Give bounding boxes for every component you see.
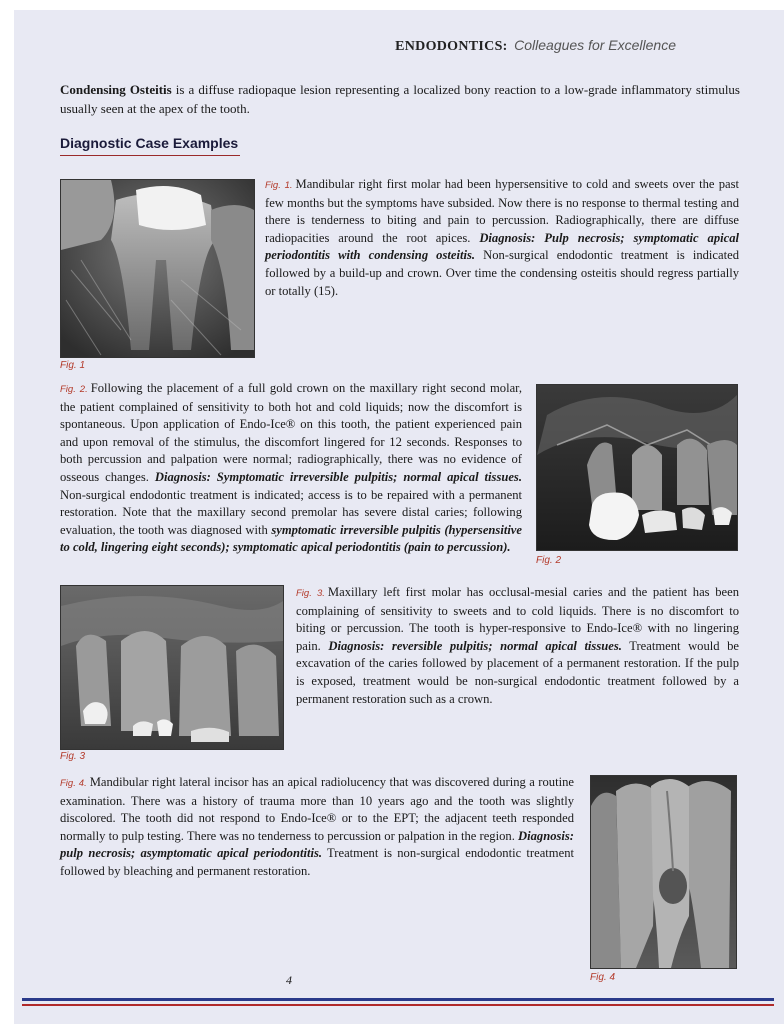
- case-4-paragraph: [60, 774, 574, 881]
- case-2-diagnosis: Diagnosis: Symptomatic irreversible pulpitis; normal apical tissues.: [154, 469, 522, 484]
- case-2-paragraph: [60, 380, 522, 557]
- case-2-text-middle: Non-surgical endodontic treatment is indicated; access is to be repaired with a permanent restoration. Note that the maxillary second premolar has severe distal caries; following evaluation, the tooth was diagnosed with: [60, 487, 522, 537]
- radiograph-fig-1: [60, 179, 255, 358]
- page-number: 4: [286, 973, 292, 987]
- case-4-text: Mandibular right lateral incisor has an apical radiolucency that was discovered during a routine examination. There was a history of trauma more than 10 years ago and the tooth was slightly discolored. The tooth did not respond to Endo-Ice® or to the EPT; the adjacent teeth responded normally to pulp testing. There was no tenderness to percussion or palpation in the region.: [60, 775, 574, 843]
- figure-4-caption: Fig. 4: [590, 972, 616, 983]
- case-2-diagnosis-2: symptomatic irreversible pulpitis (hypersensitive to cold, lingering eight seconds); symptomatic apical periodontitis (pain to percussion).: [60, 522, 522, 555]
- radiograph-fig-4: [590, 775, 737, 969]
- intro-term: Condensing Osteitis: [60, 82, 172, 97]
- header-brand: ENDODONTICS:: [395, 39, 508, 54]
- case-2-text: Following the placement of a full gold crown on the maxillary right second molar, the patient complained of sensitivity to both hot and cold liquids; now the discomfort is spontaneous. Upon application of Endo-Ice® on this tooth, the patient experienced pain and upon removal of the stimulus, the discomfort lingered for 12 seconds. Responses to both percussion and palpation were normal; radiographically, there was no evidence of osseous changes.: [60, 381, 522, 484]
- document-page: [14, 10, 784, 1024]
- case-1-lead: Fig. 1.: [265, 180, 293, 191]
- figure-1-caption: Fig. 1: [60, 360, 86, 371]
- figure-2-caption: Fig. 2: [536, 555, 562, 566]
- case-3-text-after: Treatment would be excavation of the caries followed by placement of a permanent restoration. If the pulp is exposed, treatment would be non-surgical endodontic treatment followed by a permanent restoration such as a crown.: [296, 638, 739, 706]
- case-4-lead: Fig. 4.: [60, 778, 87, 789]
- case-4-text-after: Treatment is non-surgical endodontic treatment followed by bleaching and permanent restoration.: [60, 846, 574, 878]
- intro-paragraph: [60, 80, 740, 118]
- footer-rule-blue: [22, 998, 774, 1001]
- intro-text: is a diffuse radiopaque lesion representing a localized bony reaction to a low-grade inflammatory stimulus usually seen at the apex of the tooth.: [60, 82, 740, 116]
- header-tagline: Colleagues for Excellence: [514, 37, 676, 53]
- radiograph-fig-2: [536, 384, 738, 551]
- case-3-diagnosis: Diagnosis: reversible pulpitis; normal apical tissues.: [328, 638, 622, 653]
- case-1-paragraph: [265, 176, 739, 300]
- footer-rule-red: [22, 1004, 774, 1006]
- case-3-lead: Fig. 3.: [296, 588, 325, 599]
- case-3-text: Maxillary left first molar has occlusal-mesial caries and the patient has been complaining of sensitivity to sweets and to cold liquids. There is no discomfort to biting or percussion. The tooth is hyper-responsive to Endo-Ice® with no lingering pain.: [296, 585, 739, 653]
- radiograph-fig-3: [60, 585, 284, 750]
- running-header: [14, 37, 676, 55]
- case-2-lead: Fig. 2.: [60, 384, 88, 395]
- case-4-diagnosis: Diagnosis: pulp necrosis; asymptomatic apical periodontitis.: [60, 828, 574, 861]
- case-3-paragraph: [296, 584, 739, 708]
- case-1-diagnosis: Diagnosis: Pulp necrosis; symptomatic apical periodontitis with condensing osteitis.: [265, 230, 739, 263]
- section-title: Diagnostic Case Examples: [60, 135, 239, 151]
- figure-3-caption: Fig. 3: [60, 751, 86, 762]
- section-underline: [60, 155, 240, 156]
- case-1-text: Mandibular right first molar had been hypersensitive to cold and sweets over the past few months but the symptoms have subsided. Now there is no response to thermal testing and there is tenderness to biting and pain to percussion. Radiographically, there are diffuse radiopacities around the root apices.: [265, 177, 740, 245]
- case-1-text-after: Non-surgical endodontic treatment is indicated followed by a build-up and crown. Over time the condensing osteitis should regress partially or totally (15).: [265, 248, 739, 298]
